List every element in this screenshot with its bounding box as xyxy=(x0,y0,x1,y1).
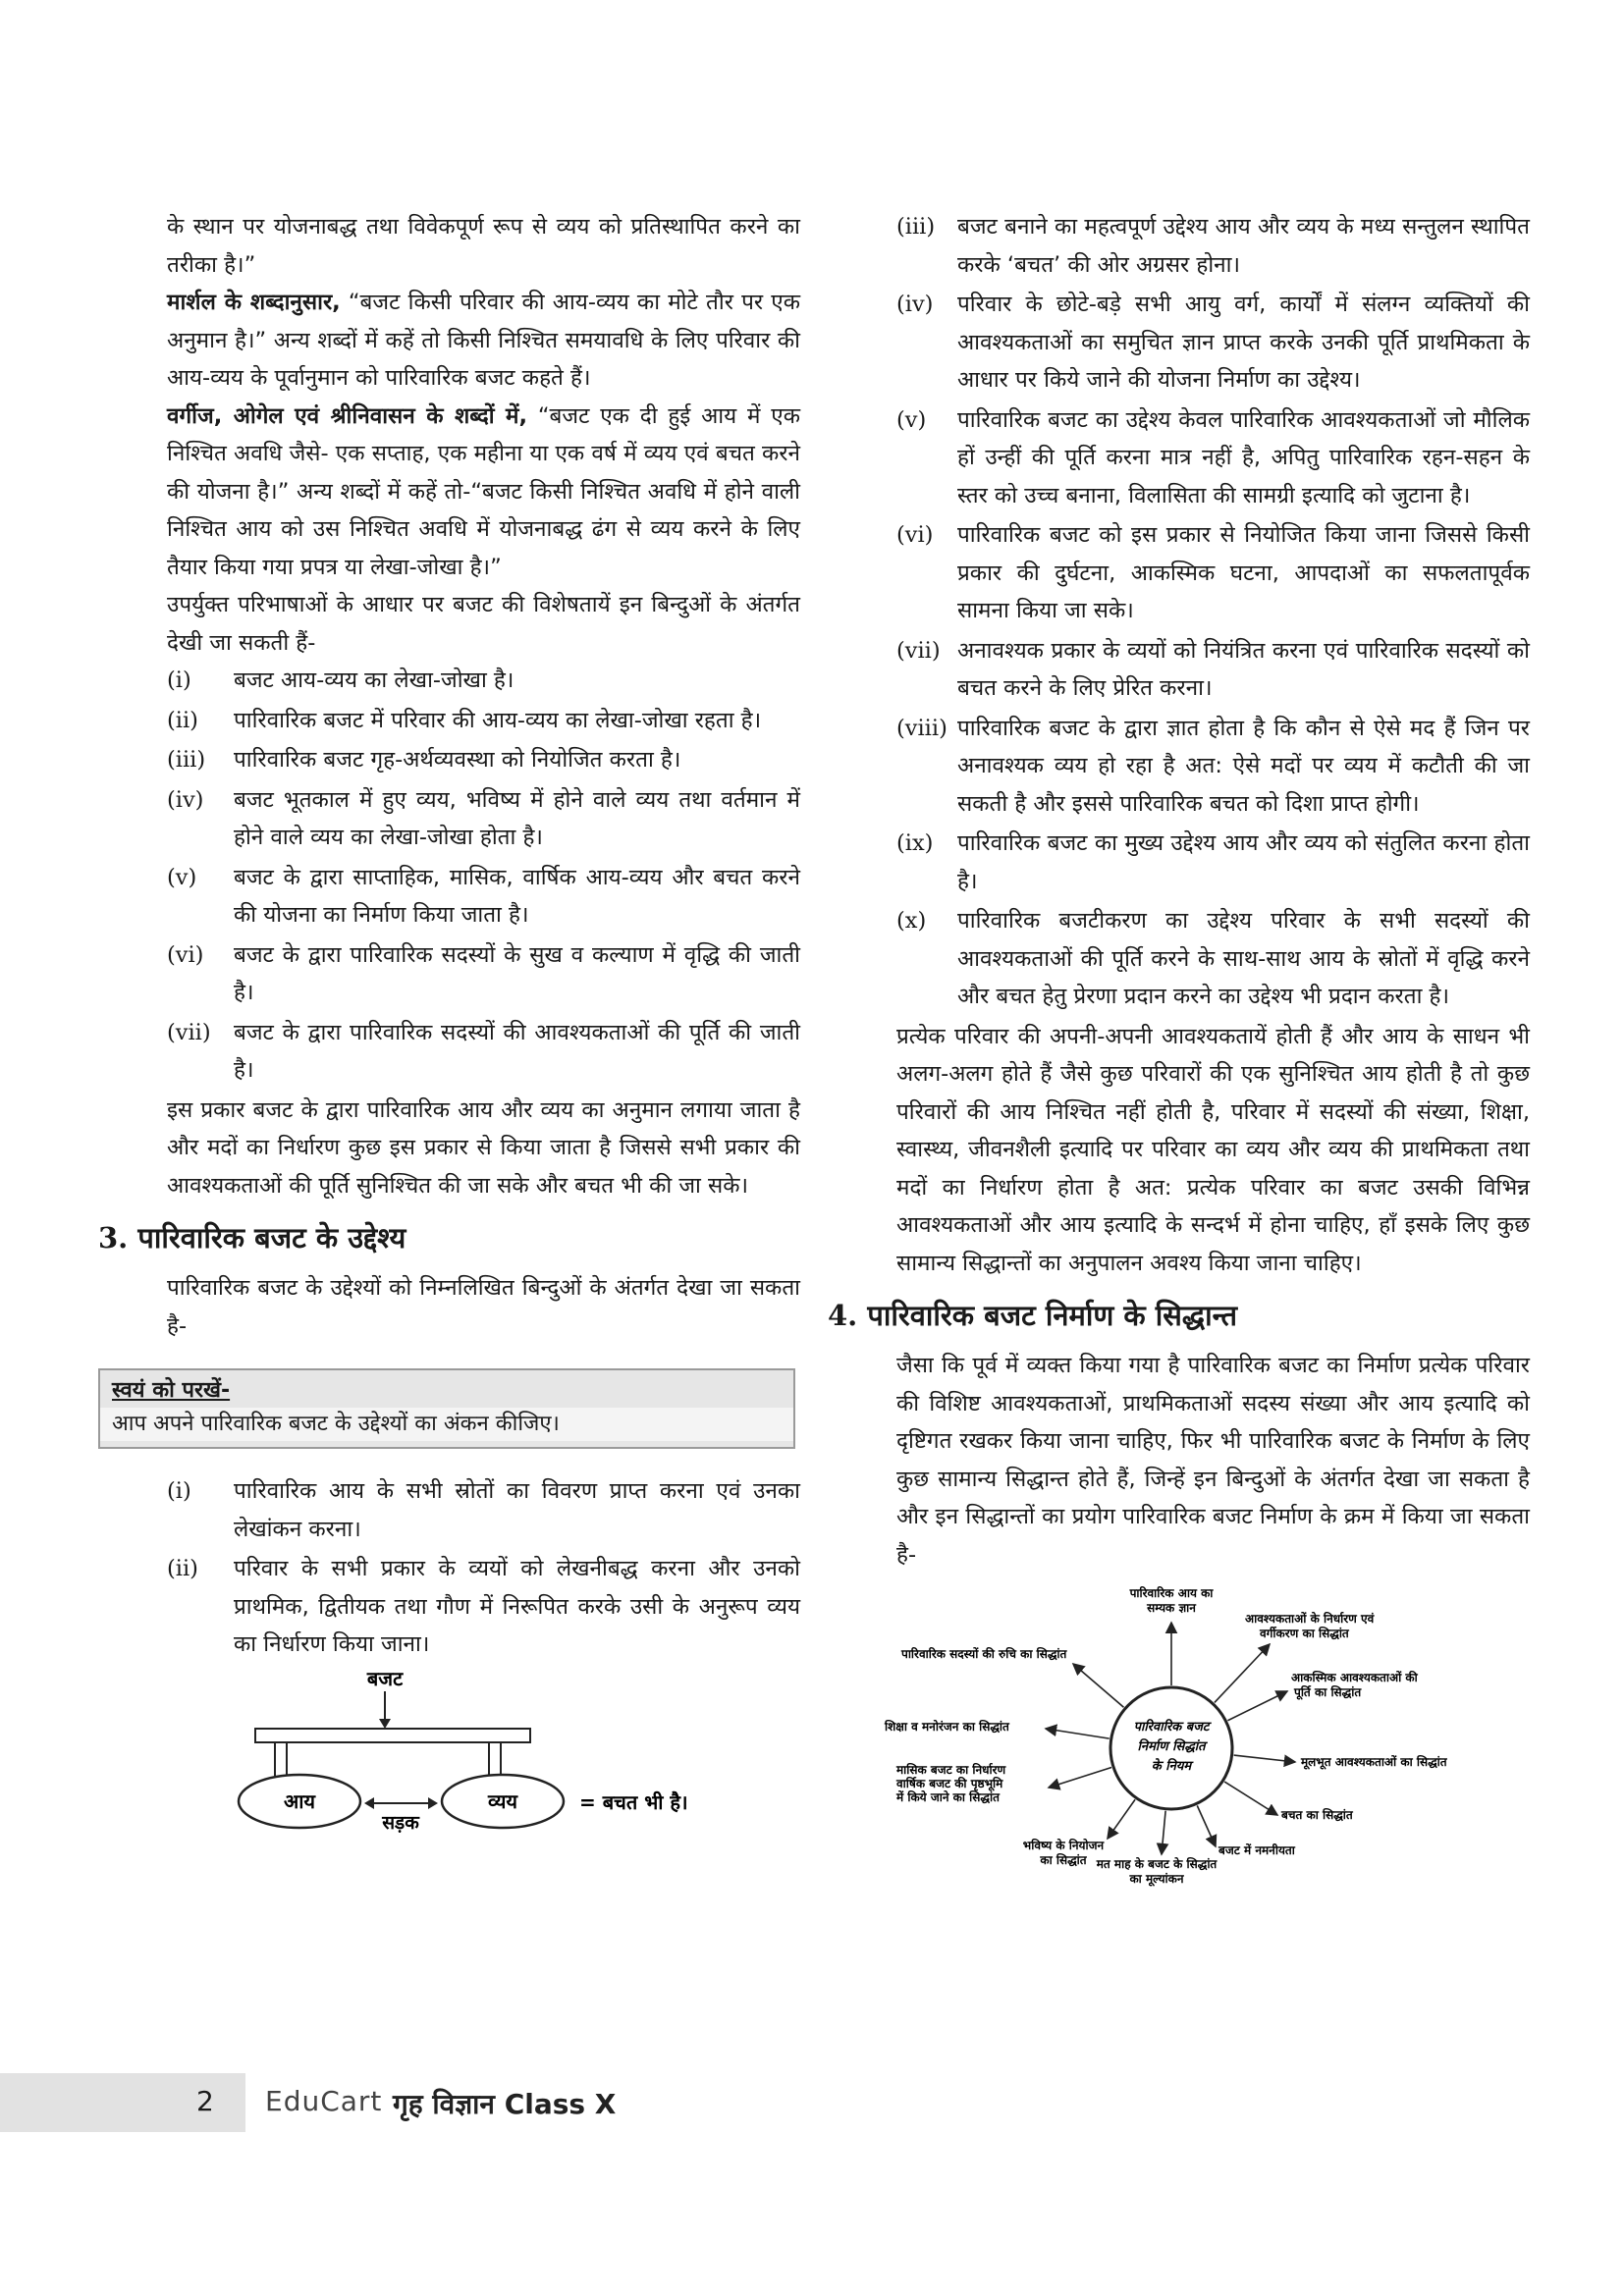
list-item-text: पारिवारिक बजट का मुख्य उद्देश्य आय और व्यय को संतुलित करना होता है। xyxy=(957,830,1530,894)
self-check-box xyxy=(98,1368,795,1449)
list-item xyxy=(896,710,1530,824)
list-item-text: पारिवारिक बजट का उद्देश्य केवल पारिवारिक आवश्यकताओं जो मौलिक हों उन्हीं की पूर्ति करना मात्र नहीं है, अपितु पारिवारिक रहन-सहन के स्तर को उच्च बनाना, विलासिता की सामग्री इत्यादि को जुटाना है। xyxy=(957,406,1530,508)
list-item-number: (i) xyxy=(167,667,191,693)
list-item xyxy=(167,1014,800,1090)
list-item-number: (ii) xyxy=(167,707,198,733)
list-item xyxy=(167,781,800,857)
list-item xyxy=(167,741,800,779)
list-item-text: पारिवारिक बजट में परिवार की आय-व्यय का लेखा-जोखा रहता है। xyxy=(234,707,762,733)
list-item-text: पारिवारिक बजट को इस प्रकार से नियोजित किया जाना जिससे किसी प्रकार की दुर्घटना, आकस्मिक घटना, आपदाओं का सफलतापूर्वक सामना किया जा सके। xyxy=(957,522,1530,623)
list-item-text: बजट भूतकाल में हुए व्यय, भविष्य में होने वाले व्यय तथा वर्तमान में होने वाले व्यय का लेखा-जोखा होता है। xyxy=(234,786,800,850)
list-item xyxy=(167,702,800,740)
list-item xyxy=(167,1472,800,1548)
list-item-number: (vii) xyxy=(167,1019,211,1045)
income-label: आय xyxy=(283,1789,316,1813)
principle-3-line-1: आकस्मिक आवश्यकताओं की xyxy=(1291,1671,1418,1684)
principle-1-line-1: पारिवारिक आय का xyxy=(1129,1586,1214,1600)
list-item xyxy=(167,1550,800,1664)
principle-8-line-2: का सिद्धांत xyxy=(1040,1853,1087,1867)
wheel-spoke-arrow xyxy=(1234,1755,1295,1762)
principle-6: बजट में नमनीयता xyxy=(1218,1843,1295,1857)
principle-5: बचत का सिद्धांत xyxy=(1281,1808,1353,1822)
list-item-number: (vi) xyxy=(167,941,204,968)
list-item-text: पारिवारिक आय के सभी स्रोतों का विवरण प्राप्त करना एवं उनका लेखांकन करना। xyxy=(234,1478,800,1542)
wheel-spoke-arrow xyxy=(1197,1805,1216,1846)
heading-objectives: 3. पारिवारिक बजट के उद्देश्य xyxy=(98,1221,406,1255)
book-title: गृह विज्ञान Class X xyxy=(393,2088,617,2120)
marshall-text: “बजट किसी परिवार की आय-व्यय का मोटे तौर पर एक अनुमान है।” अन्य शब्दों में कहें तो किसी निश्चित समयावधि के लिए परिवार की आय-व्यय के पूर्वानुमान को पारिवारिक बजट कहते हैं। xyxy=(167,290,800,391)
publisher-logo: EduCart xyxy=(265,2085,383,2117)
list-item xyxy=(167,859,800,934)
list-item-number: (x) xyxy=(896,908,927,934)
list-item-number: (ix) xyxy=(896,830,934,856)
principle-8-line-1: भविष्य के नियोजन xyxy=(1022,1839,1105,1852)
wheel-center-line-3: के नियम xyxy=(1151,1759,1192,1774)
budget-label: बजट xyxy=(366,1666,404,1690)
list-item xyxy=(896,516,1530,630)
list-item-text: बजट बनाने का महत्वपूर्ण उद्देश्य आय और व्यय के मध्य सन्तुलन स्थापित करके ‘बचत’ की ओर अग्रसर होना। xyxy=(957,214,1530,278)
wheel-center-line-1: पारिवारिक बजट xyxy=(1133,1720,1210,1735)
left-para-3 xyxy=(167,398,800,587)
wheel-spoke-arrow xyxy=(1162,1811,1165,1854)
left-para-6: पारिवारिक बजट के उद्देश्यों को निम्नलिखित बिन्दुओं के अंतर्गत देखा जा सकता है- xyxy=(167,1275,800,1339)
principle-2-line-1: आवश्यकताओं के निर्धारण एवं xyxy=(1245,1612,1375,1626)
page-number: 2 xyxy=(196,2085,214,2117)
savings-result: = बचत भी है। xyxy=(579,1789,688,1814)
wheel-spoke-arrow xyxy=(1073,1664,1123,1707)
wheel-spoke-arrow xyxy=(1049,1768,1111,1788)
wheel-spokes xyxy=(1046,1623,1295,1854)
list-item-number: (v) xyxy=(167,864,197,890)
self-check-text: आप अपने पारिवारिक बजट के उद्देश्यों का अंकन कीजिए। xyxy=(100,1408,793,1441)
list-item-number: (iii) xyxy=(167,747,206,773)
left-para-5: इस प्रकार बजट के द्वारा पारिवारिक आय और व्यय का अनुमान लगाया जाता है और मदों का निर्धारण कुछ इस प्रकार से किया जाता है जिससे सभी प्रकार की आवश्यकताओं की पूर्ति सुनिश्चित की जा सके और बचत भी की जा सके। xyxy=(167,1096,800,1199)
left-column xyxy=(98,208,801,1833)
heading-principles: 4. पारिवारिक बजट निर्माण के सिद्धान्त xyxy=(828,1299,1238,1332)
expense-label: व्यय xyxy=(487,1789,518,1813)
wheel-spoke-arrow xyxy=(1227,1691,1287,1721)
list-item-text: बजट के द्वारा साप्ताहिक, मासिक, वार्षिक आय-व्यय और बचत करने की योजना का निर्माण किया जाता है। xyxy=(234,864,800,928)
list-item-number: (ii) xyxy=(167,1556,198,1581)
principle-9-line-3: में किये जाने का सिद्धांत xyxy=(896,1790,1000,1804)
list-item xyxy=(896,401,1530,515)
list-item-number: (iv) xyxy=(167,786,204,813)
list-item-text: परिवार के सभी प्रकार के व्ययों को लेखनीबद्ध करना और उनको प्राथमिक, द्वितीयक तथा गौण में निरूपित करके उसी के अनुरूप व्यय का निर्धारण किया जाना। xyxy=(234,1556,800,1657)
wheel-spoke-arrow xyxy=(1224,1782,1277,1815)
principle-10: शिक्षा व मनोरंजन का सिद्धांत xyxy=(885,1720,1009,1734)
left-para-1: के स्थान पर योजनाबद्ध तथा विवेकपूर्ण रूप से व्यय को प्रतिस्थापित करने का तरीका है।” xyxy=(167,214,800,278)
right-para-1: प्रत्येक परिवार की अपनी-अपनी आवश्यकतायें होती हैं और आय के साधन भी अलग-अलग होते हैं जैसे कुछ परिवारों की एक सुनिश्चित आय होती है तो कुछ परिवारों की आय निश्चित नहीं होती है, परिवार में सदस्यों की संख्या, शिक्षा, स्वास्थ्य, जीवनशैली इत्यादि पर परिवार का व्यय और व्यय की प्राथमिकता तथा मदों का निर्धारण होता है अत: प्रत्येक परिवार का बजट उसकी विभिन्न आवश्यकताओं और आय इत्यादि के सन्दर्भ में होना चाहिए, हाँ इसके लिए कुछ सामान्य सिद्धान्तों का अनुपालन अवश्य किया जाना चाहिए। xyxy=(896,1023,1530,1276)
list-item-number: (iv) xyxy=(896,292,934,317)
principles-wheel-diagram xyxy=(877,1581,1466,1896)
list-item-number: (vii) xyxy=(896,637,941,664)
list-item xyxy=(896,825,1530,900)
page-footer xyxy=(0,2073,1624,2132)
varghese-label: वर्गीज, ओगेल एवं श्रीनिवासन के शब्दों में, xyxy=(167,402,528,429)
list-item-number: (i) xyxy=(167,1478,191,1504)
features-list xyxy=(167,662,800,1090)
list-item-text: बजट आय-व्यय का लेखा-जोखा है। xyxy=(234,667,514,693)
list-item-text: अनावश्यक प्रकार के व्ययों को नियंत्रित करना एवं पारिवारिक सदस्यों को बचत करने के लिए प्रेरित करना। xyxy=(957,637,1530,701)
right-column xyxy=(828,208,1530,1896)
left-para-4: उपर्युक्त परिभाषाओं के आधार पर बजट की विशेषतायें इन बिन्दुओं के अंतर्गत देखी जा सकती हैं- xyxy=(167,592,800,656)
wheel-spoke-arrow xyxy=(1215,1644,1270,1702)
list-item xyxy=(896,286,1530,400)
objectives-list-right xyxy=(896,208,1530,1016)
left-para-2 xyxy=(167,284,800,398)
marshall-label: मार्शल के शब्दानुसार, xyxy=(167,290,341,315)
list-item-text: पारिवारिक बजट गृह-अर्थव्यवस्था को नियोजित करता है। xyxy=(234,747,681,773)
principle-3-line-2: पूर्ति का सिद्धांत xyxy=(1294,1685,1362,1699)
principle-11: पारिवारिक सदस्यों की रुचि का सिद्धांत xyxy=(901,1647,1067,1661)
budget-diagram xyxy=(236,1666,785,1833)
principle-1-line-2: सम्यक ज्ञान xyxy=(1147,1601,1196,1615)
principle-9-line-2: वार्षिक बजट की पृष्ठभूमि xyxy=(896,1777,1003,1790)
wheel-center-line-2: निर्माण सिद्धांत xyxy=(1137,1739,1206,1754)
list-item xyxy=(896,632,1530,708)
road-label: सड़क xyxy=(382,1811,419,1833)
principle-9-line-1: मासिक बजट का निर्धारण xyxy=(896,1763,1006,1777)
list-item-text: बजट के द्वारा पारिवारिक सदस्यों की आवश्यकताओं की पूर्ति की जाती है। xyxy=(234,1019,800,1083)
wheel-spoke-arrow xyxy=(1046,1729,1110,1738)
principle-7-line-1: मत माह के बजट के सिद्धांत xyxy=(1096,1857,1218,1871)
list-item xyxy=(167,936,800,1012)
list-item xyxy=(896,208,1530,284)
list-item xyxy=(896,902,1530,1016)
objectives-list-left xyxy=(167,1472,800,1664)
principle-4: मूलभूत आवश्यकताओं का सिद्धांत xyxy=(1301,1755,1447,1769)
list-item-number: (viii) xyxy=(896,715,947,741)
varghese-text: “बजट एक दी हुई आय में एक निश्चित अवधि जैसे- एक सप्ताह, एक महीना या एक वर्ष में व्यय एवं बचत करने की योजना है।” अन्य शब्दों में कहें तो-“बजट किसी निश्चित अवधि में होने वाली निश्चित आय को उस निश्चित अवधि में योजनाबद्ध ढंग से व्यय करने के लिए तैयार किया गया प्रपत्र या लेखा-जोखा है।” xyxy=(167,402,801,580)
wheel-spoke-arrow xyxy=(1108,1799,1135,1839)
principle-7-line-2: का मूल्यांकन xyxy=(1129,1872,1184,1886)
list-item-text: पारिवारिक बजट के द्वारा ज्ञात होता है कि कौन से ऐसे मद हैं जिन पर अनावश्यक व्यय हो रहा है अत: ऐसे मदों पर व्यय में कटौती की जा सकती है और इससे पारिवारिक बचत को दिशा प्राप्त होगी। xyxy=(957,715,1530,817)
list-item-text: बजट के द्वारा पारिवारिक सदस्यों के सुख व कल्याण में वृद्धि की जाती है। xyxy=(234,941,800,1005)
principle-2-line-2: वर्गीकरण का सिद्धांत xyxy=(1260,1627,1349,1640)
list-item-text: परिवार के छोटे-बड़े सभी आयु वर्ग, कार्यों में संलग्न व्यक्तियों की आवश्यकताओं का समुचित ज्ञान प्राप्त करके उनकी पूर्ति प्राथमिकता के आधार पर किये जाने की योजना निर्माण का उद्देश्य। xyxy=(957,292,1530,393)
right-para-2: जैसा कि पूर्व में व्यक्त किया गया है पारिवारिक बजट का निर्माण प्रत्येक परिवार की विशिष्ट आवश्यकताओं, प्राथमिकताओं सदस्य संख्या और आय इत्यादि को दृष्टिगत रखकर किया जाना चाहिए, फिर भी पारिवारिक बजट के निर्माण के लिए कुछ सामान्य सिद्धान्त होते हैं, जिन्हें इन बिन्दुओं के अंतर्गत देखा जा सकता है और इन सिद्धान्तों का प्रयोग पारिवारिक बजट निर्माण के क्रम में किया जा सकता है- xyxy=(896,1353,1530,1568)
list-item-number: (iii) xyxy=(896,214,936,240)
list-item-number: (v) xyxy=(896,406,927,433)
list-item-number: (vi) xyxy=(896,522,934,548)
list-item xyxy=(167,662,800,700)
self-check-title: स्वयं को परखें- xyxy=(112,1378,231,1403)
list-item-text: पारिवारिक बजटीकरण का उद्देश्य परिवार के सभी सदस्यों की आवश्यकताओं की पूर्ति करने के साथ-साथ आय के स्रोतों में वृद्धि करने और बचत हेतु प्रेरणा प्रदान करने का उद्देश्य भी प्रदान करता है। xyxy=(957,908,1530,1009)
